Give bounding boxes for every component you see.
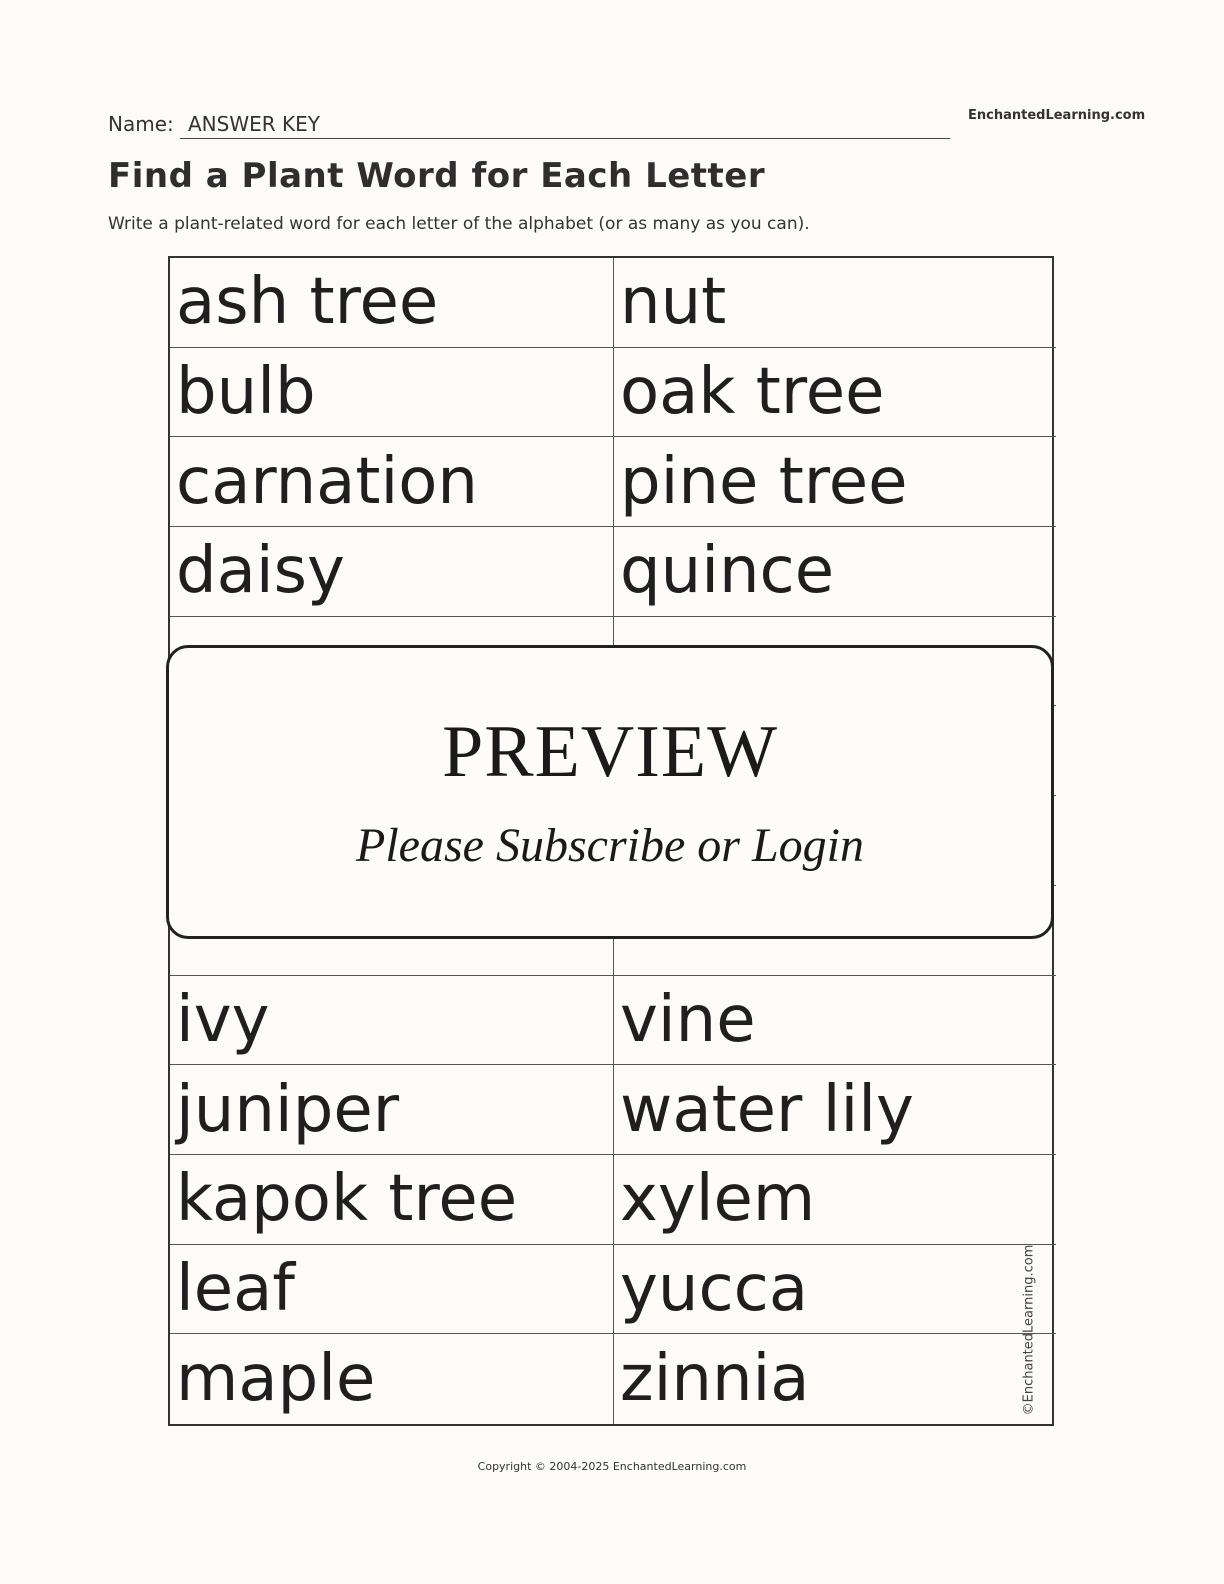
word-cell-left: leaf [170, 1245, 614, 1335]
page-title: Find a Plant Word for Each Letter [108, 156, 766, 196]
word-cell-left: maple [170, 1334, 614, 1424]
word-cell-right: xylem [614, 1155, 1056, 1245]
site-logo: EnchantedLearning.com [968, 108, 1146, 123]
vertical-copyright-text: ©EnchantedLearning.com [1021, 1244, 1037, 1416]
word-cell-left: kapok tree [170, 1155, 614, 1245]
preview-watermark [166, 645, 1054, 939]
word-cell-right: yucca [614, 1245, 1056, 1335]
word-cell-right: quince [614, 527, 1056, 617]
copyright: Copyright © 2004-2025 EnchantedLearning.com [477, 1460, 747, 1473]
word-cell-right: water lily [614, 1065, 1056, 1155]
word-cell-left: carnation [170, 437, 614, 527]
name-label: Name: [108, 112, 174, 136]
word-cell-right: vine [614, 976, 1056, 1066]
word-cell-left: ash tree [170, 258, 614, 348]
preview-subtitle: Please Subscribe or Login [356, 819, 864, 872]
word-cell-right: zinnia [620, 1342, 810, 1417]
preview-title: PREVIEW [442, 711, 778, 793]
word-cell-left: juniper [170, 1065, 614, 1155]
word-cell-right: nut [614, 258, 1056, 348]
name-value: ANSWER KEY [188, 112, 320, 136]
word-cell-left: ivy [170, 976, 614, 1066]
word-cell-right: oak tree [614, 348, 1056, 438]
instructions: Write a plant-related word for each letter of the alphabet (or as many as you can). [108, 214, 810, 234]
vertical-copyright-mark [1022, 1245, 1036, 1415]
word-cell-right: pine tree [614, 437, 1056, 527]
name-field [180, 108, 950, 139]
word-cell-left: daisy [170, 527, 614, 617]
word-cell-left: bulb [170, 348, 614, 438]
name-row [108, 108, 950, 140]
